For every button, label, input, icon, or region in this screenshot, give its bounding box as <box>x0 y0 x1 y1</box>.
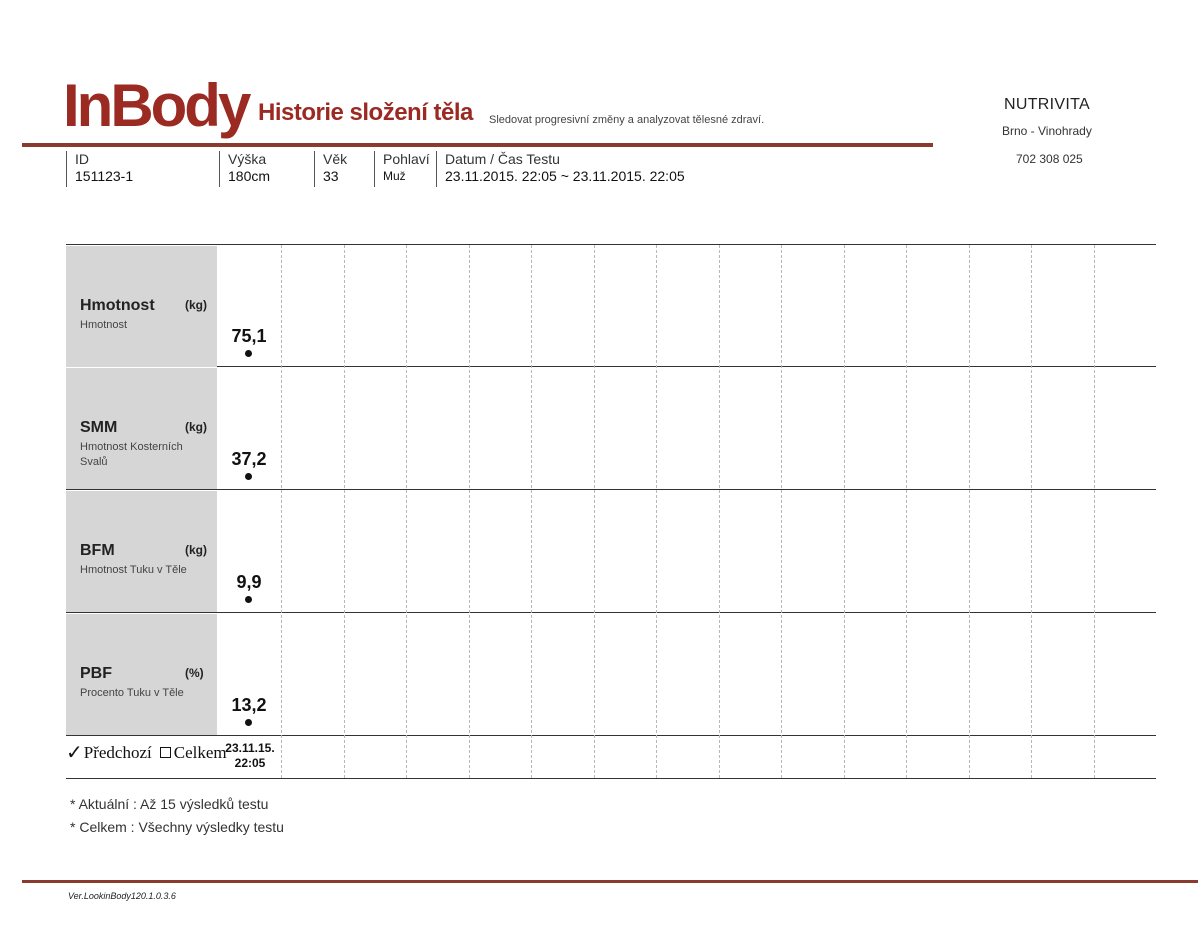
page-subtitle: Sledovat progresivní změny a analyzovat tělesné zdraví. <box>489 114 765 126</box>
grid-column-line <box>1031 245 1032 778</box>
field-age-value: 33 <box>323 168 339 184</box>
grid-row-line <box>66 612 1156 613</box>
grid-column-line <box>344 245 345 778</box>
field-datetime-label: Datum / Čas Testu <box>445 151 560 167</box>
note-total: * Celkem : Všechny výsledky testu <box>70 819 284 835</box>
metric-name: SMM <box>80 419 118 436</box>
data-point-weight <box>245 350 252 357</box>
grid-column-line <box>969 245 970 778</box>
metric-cell-smm <box>66 368 217 489</box>
field-id-label: ID <box>75 151 89 167</box>
option-previous[interactable]: Předchozí <box>83 742 152 762</box>
field-id <box>66 151 133 187</box>
clinic-phone: 702 308 025 <box>1016 152 1083 166</box>
checkbox-icon[interactable] <box>160 747 171 758</box>
metric-name: BFM <box>80 542 115 559</box>
option-total[interactable]: Celkem <box>173 742 227 762</box>
grid-column-line <box>906 245 907 778</box>
field-age <box>314 151 347 187</box>
field-height <box>219 151 270 187</box>
grid-column-line <box>844 245 845 778</box>
metric-cell-weight <box>66 246 217 367</box>
grid-column-line <box>719 245 720 778</box>
header-divider <box>22 143 933 147</box>
metric-description: Hmotnost Tuku v Těle <box>80 564 187 576</box>
metric-cell-pbf <box>66 614 217 735</box>
field-gender <box>374 151 430 187</box>
footer-divider <box>22 880 1198 883</box>
metric-unit: (kg) <box>185 543 207 557</box>
grid-row-line <box>66 735 1156 736</box>
version-label: Ver.LookinBody120.1.0.3.6 <box>68 891 176 901</box>
value-smm: 37,2 <box>231 449 267 469</box>
grid-row-line <box>66 778 1156 779</box>
clinic-city: Brno - Vinohrady <box>1002 124 1092 138</box>
grid-row-line <box>66 366 1156 367</box>
metric-description: Hmotnost Kosterních Svalů <box>80 441 183 468</box>
metric-cell-bfm <box>66 491 217 612</box>
data-point-pbf <box>245 719 252 726</box>
grid-column-line <box>469 245 470 778</box>
value-pbf: 13,2 <box>231 695 267 715</box>
data-point-smm <box>245 473 252 480</box>
grid-column-line <box>531 245 532 778</box>
metric-description: Procento Tuku v Těle <box>80 687 184 699</box>
grid-row-line <box>66 489 1156 490</box>
field-height-label: Výška <box>228 151 267 167</box>
clinic-name: NUTRIVITA <box>1004 96 1090 113</box>
grid-column-line <box>594 245 595 778</box>
metric-name: PBF <box>80 665 112 682</box>
note-current: * Aktuální : Až 15 výsledků testu <box>70 796 269 812</box>
field-datetime <box>436 151 685 187</box>
grid-column-line <box>656 245 657 778</box>
value-weight: 75,1 <box>231 326 267 346</box>
metric-unit: (kg) <box>185 298 207 312</box>
test-date: 23.11.15. <box>225 741 275 755</box>
view-options <box>66 740 227 765</box>
checkmark-icon[interactable]: ✓ <box>66 742 83 764</box>
page-title: Historie složení těla <box>258 99 473 126</box>
grid-column-line <box>406 245 407 778</box>
field-gender-value: Muž <box>383 169 406 183</box>
field-gender-label: Pohlaví <box>383 151 430 167</box>
grid-column-line <box>1094 245 1095 778</box>
test-date-label <box>219 741 281 771</box>
field-datetime-value: 23.11.2015. 22:05 ~ 23.11.2015. 22:05 <box>445 168 685 184</box>
field-age-label: Věk <box>323 151 348 167</box>
grid-column-line <box>781 245 782 778</box>
value-bfm: 9,9 <box>236 572 262 592</box>
grid-row-line <box>66 244 1156 245</box>
metric-unit: (%) <box>185 666 204 680</box>
data-point-bfm <box>245 596 252 603</box>
field-id-value: 151123-1 <box>75 168 134 184</box>
test-time: 22:05 <box>234 756 266 770</box>
inbody-logo: InBody <box>63 72 249 139</box>
field-height-value: 180cm <box>228 168 271 184</box>
metric-name: Hmotnost <box>80 297 155 314</box>
metric-unit: (kg) <box>185 420 207 434</box>
metric-description: Hmotnost <box>80 319 128 331</box>
